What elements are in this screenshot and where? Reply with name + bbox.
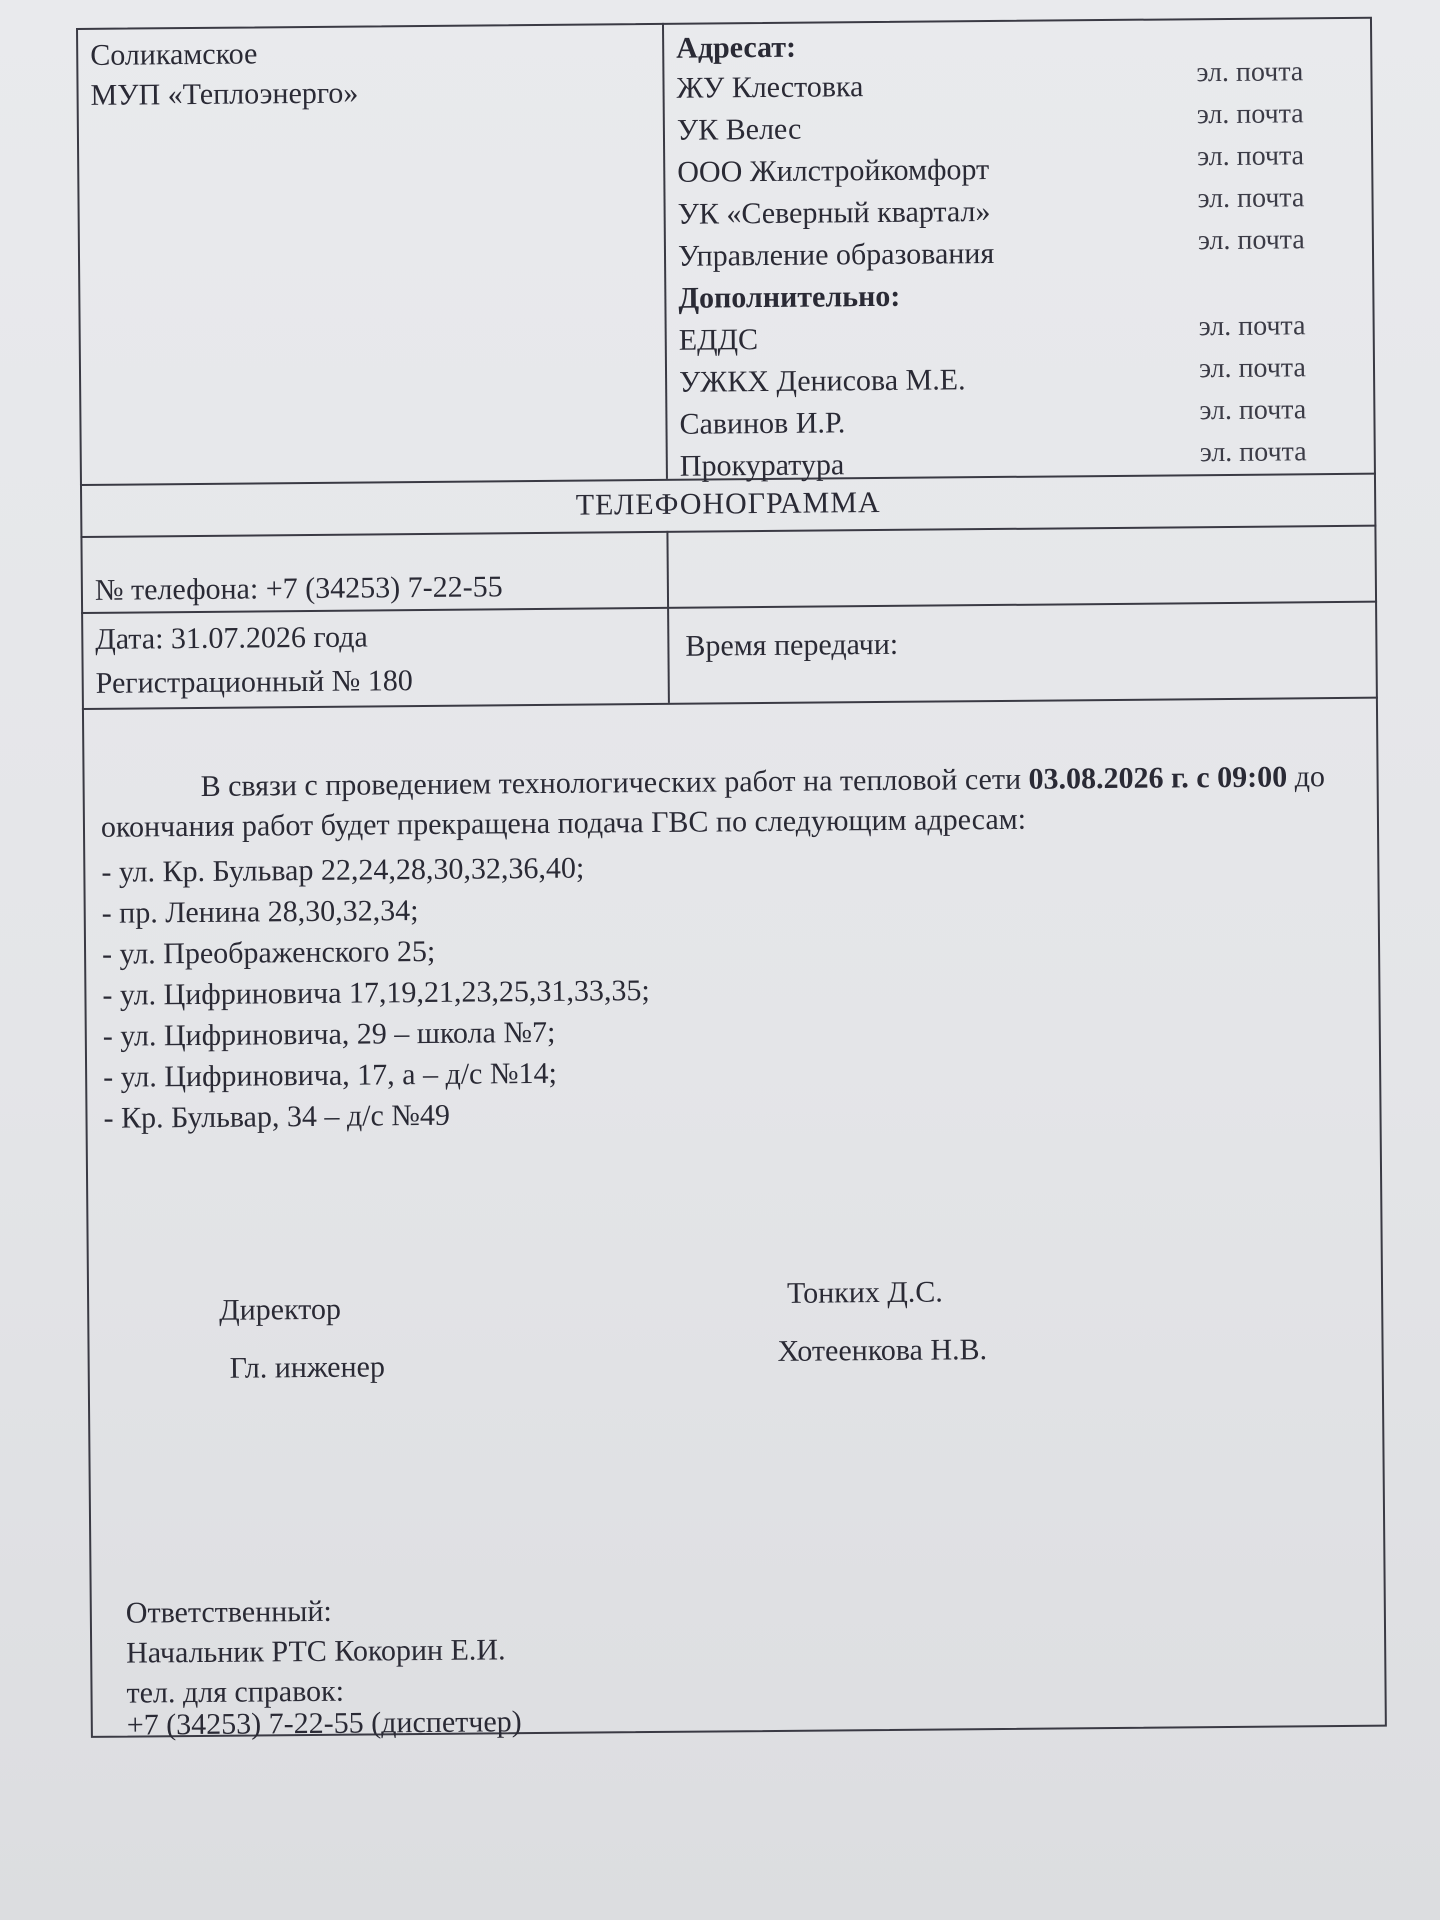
chief-engineer-title: Гл. инженер bbox=[229, 1350, 386, 1385]
address-item: - ул. Цифриновича, 29 – школа №7; bbox=[102, 1015, 556, 1053]
recipient-name: УК «Северный квартал» bbox=[677, 195, 991, 231]
document-date: Дата: 31.07.2026 года bbox=[95, 620, 368, 656]
recipient-channel: эл. почта bbox=[1197, 182, 1305, 215]
recipient-channel: эл. почта bbox=[1197, 140, 1305, 173]
extra-recipient-channel: эл. почта bbox=[1199, 394, 1307, 427]
sender-line-1: Соликамское bbox=[90, 37, 258, 72]
director-title: Директор bbox=[219, 1292, 342, 1327]
sender-line-2: МУП «Теплоэнерго» bbox=[90, 76, 359, 112]
extra-recipient-name: УЖКХ Денисова М.Е. bbox=[678, 363, 966, 399]
address-item: - Кр. Бульвар, 34 – д/с №49 bbox=[103, 1098, 451, 1135]
address-item: - ул. Кр. Бульвар 22,24,28,30,32,36,40; bbox=[101, 851, 585, 889]
extra-recipient-channel: эл. почта bbox=[1198, 310, 1306, 343]
recipient-channel: эл. почта bbox=[1196, 98, 1304, 131]
registration-number: Регистрационный № 180 bbox=[95, 664, 413, 700]
extra-recipients-heading: Дополнительно: bbox=[678, 279, 901, 315]
recipient-name: ООО Жилстройкомфорт bbox=[677, 153, 990, 189]
address-item: - ул. Преображенского 25; bbox=[101, 934, 436, 971]
extra-recipient-name: Савинов И.Р. bbox=[679, 406, 846, 441]
extra-recipient-channel: эл. почта bbox=[1198, 352, 1306, 385]
extra-recipient-name: ЕДДС bbox=[678, 323, 759, 357]
message-text-2: до окончания работ будет прекращена подача ГВС по следующим адресам: bbox=[100, 760, 1326, 844]
reference-phone: +7 (34253) 7-22-55 (диспетчер) bbox=[126, 1705, 522, 1742]
responsible-person: Начальник РТС Кокорин Е.И. bbox=[126, 1633, 506, 1670]
extra-recipient-channel: эл. почта bbox=[1199, 436, 1307, 469]
responsible-label: Ответственный: bbox=[125, 1594, 332, 1630]
telephonogram-document bbox=[76, 17, 1387, 1742]
shutdown-time: с 09:00 bbox=[1196, 760, 1288, 795]
address-item: - пр. Ленина 28,30,32,34; bbox=[101, 894, 419, 930]
recipients-heading: Адресат: bbox=[676, 30, 797, 65]
director-name: Тонких Д.С. bbox=[786, 1275, 943, 1310]
extra-recipient-name: Прокуратура bbox=[679, 448, 845, 483]
recipient-channel: эл. почта bbox=[1197, 224, 1305, 257]
transmit-time-label: Время передачи: bbox=[685, 627, 899, 663]
address-item: - ул. Цифриновича, 17, а – д/с №14; bbox=[103, 1056, 558, 1094]
message-paragraph bbox=[100, 757, 1361, 848]
document-type-title: ТЕЛЕФОНОГРАММА bbox=[575, 485, 881, 522]
message-text-1: В связи с проведением технологических работ на тепловой сети bbox=[200, 762, 1029, 803]
recipient-name: Управление образования bbox=[677, 236, 995, 273]
chief-engineer-name: Хотеенкова Н.В. bbox=[777, 1333, 988, 1368]
recipient-name: УК Велес bbox=[676, 112, 802, 147]
address-list bbox=[101, 847, 651, 1139]
shutdown-date: 03.08.2026 г. bbox=[1028, 761, 1189, 796]
phone-number: № телефона: +7 (34253) 7-22-55 bbox=[94, 570, 503, 607]
recipient-name: ЖУ Клестовка bbox=[676, 70, 864, 105]
address-item: - ул. Цифриновича 17,19,21,23,25,31,33,35; bbox=[102, 974, 650, 1012]
reference-phone-label: тел. для справок: bbox=[126, 1674, 345, 1710]
recipient-channel: эл. почта bbox=[1196, 56, 1304, 89]
